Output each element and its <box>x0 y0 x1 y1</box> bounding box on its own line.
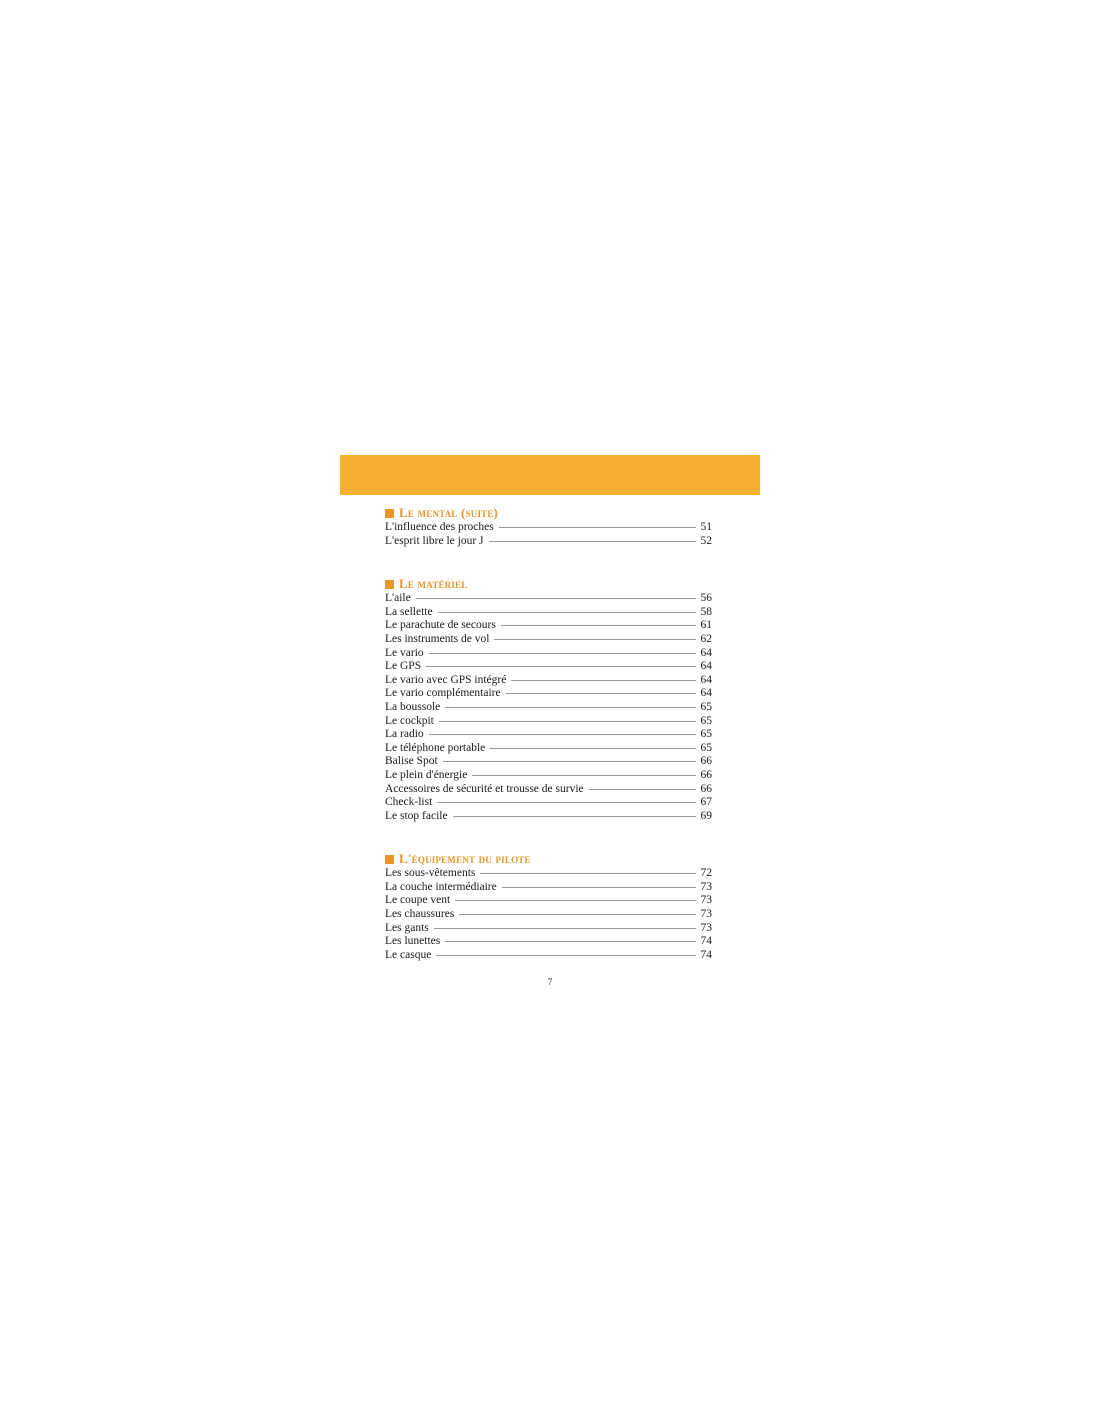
entry-label: Les gants <box>385 921 429 934</box>
entry-label: Le cockpit <box>385 714 434 727</box>
toc-entry <box>385 535 712 549</box>
leader-line <box>455 900 696 901</box>
entry-page-number: 61 <box>700 619 712 632</box>
entry-page-number: 69 <box>700 809 712 822</box>
toc-entry <box>385 810 712 824</box>
entry-label: La radio <box>385 728 424 741</box>
entry-page-number: 73 <box>700 921 712 934</box>
section-title: Le matériel <box>399 576 468 592</box>
leader-line <box>443 761 696 762</box>
square-bullet-icon <box>385 580 394 589</box>
entry-page-number: 65 <box>700 714 712 727</box>
entry-label: La sellette <box>385 605 433 618</box>
entry-label: Le vario avec GPS intégré <box>385 673 507 686</box>
leader-line <box>589 789 696 790</box>
leader-line <box>429 734 696 735</box>
document-page <box>340 455 760 1015</box>
leader-line <box>453 816 696 817</box>
entry-page-number: 66 <box>700 768 712 781</box>
section-title: Le mental (suite) <box>399 505 499 520</box>
entry-page-number: 65 <box>700 728 712 741</box>
toc-entry <box>385 742 712 756</box>
toc-entry <box>385 949 712 963</box>
entry-label: Les chaussures <box>385 908 455 921</box>
leader-line <box>511 680 696 681</box>
entry-label: Le stop facile <box>385 809 448 822</box>
toc-section <box>385 505 712 548</box>
entry-label: Le plein d'énergie <box>385 768 468 781</box>
section-heading <box>385 851 712 867</box>
table-of-contents <box>385 505 712 990</box>
leader-line <box>416 598 696 599</box>
leader-line <box>506 693 696 694</box>
entry-label: Les instruments de vol <box>385 632 490 645</box>
entry-label: Les sous-vêtements <box>385 867 476 880</box>
toc-entry <box>385 796 712 810</box>
entry-label: Accessoires de sécurité et trousse de survie <box>385 782 584 795</box>
entry-page-number: 73 <box>700 880 712 893</box>
toc-entry <box>385 728 712 742</box>
entry-label: L'esprit libre le jour J <box>385 534 484 547</box>
entry-page-number: 65 <box>700 700 712 713</box>
leader-line <box>494 639 696 640</box>
entry-page-number: 72 <box>700 867 712 880</box>
entry-page-number: 51 <box>700 521 712 533</box>
entry-label: La boussole <box>385 700 441 713</box>
leader-line <box>445 941 696 942</box>
toc-entry <box>385 687 712 701</box>
entry-label: Le GPS <box>385 660 422 673</box>
leader-line <box>489 541 696 542</box>
leader-line <box>438 612 696 613</box>
entry-page-number: 58 <box>700 605 712 618</box>
entry-label: Le vario <box>385 646 424 659</box>
entry-page-number: 66 <box>700 755 712 768</box>
leader-line <box>472 775 696 776</box>
entry-page-number: 74 <box>700 935 712 948</box>
toc-entry <box>385 592 712 606</box>
entry-page-number: 73 <box>700 908 712 921</box>
entry-label: Les lunettes <box>385 935 441 948</box>
toc-entry <box>385 922 712 936</box>
leader-line <box>439 721 696 722</box>
toc-entry <box>385 867 712 881</box>
toc-section <box>385 576 712 823</box>
entry-label: Le casque <box>385 948 432 961</box>
leader-line <box>499 527 696 528</box>
entry-label: Le parachute de secours <box>385 619 496 632</box>
entry-page-number: 62 <box>700 632 712 645</box>
toc-entry <box>385 715 712 729</box>
toc-entry <box>385 521 712 535</box>
leader-line <box>501 625 696 626</box>
toc-entry <box>385 619 712 633</box>
entry-page-number: 56 <box>700 592 712 605</box>
toc-entry <box>385 660 712 674</box>
entry-label: Le vario complémentaire <box>385 687 501 700</box>
toc-entry <box>385 755 712 769</box>
leader-line <box>490 748 696 749</box>
toc-entry <box>385 935 712 949</box>
leader-line <box>445 707 696 708</box>
section-heading <box>385 505 712 521</box>
toc-entry <box>385 783 712 797</box>
entry-label: L'influence des proches <box>385 521 494 533</box>
leader-line <box>429 653 696 654</box>
entry-page-number: 64 <box>700 660 712 673</box>
leader-line <box>437 802 696 803</box>
entry-page-number: 73 <box>700 894 712 907</box>
entry-label: Le téléphone portable <box>385 741 486 754</box>
entry-label: L'aile <box>385 592 411 605</box>
entry-page-number: 64 <box>700 687 712 700</box>
entry-label: Check-list <box>385 796 433 809</box>
entry-page-number: 66 <box>700 782 712 795</box>
entry-label: Le coupe vent <box>385 894 451 907</box>
toc-entry <box>385 633 712 647</box>
entry-page-number: 65 <box>700 741 712 754</box>
header-band <box>340 455 760 495</box>
toc-entry <box>385 908 712 922</box>
square-bullet-icon <box>385 509 394 518</box>
leader-line <box>436 955 696 956</box>
leader-line <box>502 887 696 888</box>
square-bullet-icon <box>385 855 394 864</box>
entry-page-number: 64 <box>700 646 712 659</box>
page-number: 7 <box>547 977 553 987</box>
toc-entry <box>385 701 712 715</box>
toc-entry <box>385 606 712 620</box>
entry-label: La couche intermédiaire <box>385 880 497 893</box>
leader-line <box>426 666 696 667</box>
toc-entry <box>385 769 712 783</box>
entry-page-number: 74 <box>700 948 712 961</box>
leader-line <box>480 873 696 874</box>
section-heading <box>385 576 712 592</box>
toc-entry <box>385 647 712 661</box>
section-title: L'équipement du pilote <box>399 851 531 867</box>
leader-line <box>434 928 696 929</box>
toc-entry <box>385 881 712 895</box>
entry-label: Balise Spot <box>385 755 438 768</box>
entry-page-number: 67 <box>700 796 712 809</box>
toc-entry <box>385 894 712 908</box>
toc-entry <box>385 674 712 688</box>
entry-page-number: 64 <box>700 673 712 686</box>
toc-section <box>385 851 712 962</box>
leader-line <box>459 914 696 915</box>
entry-page-number: 52 <box>700 534 712 547</box>
